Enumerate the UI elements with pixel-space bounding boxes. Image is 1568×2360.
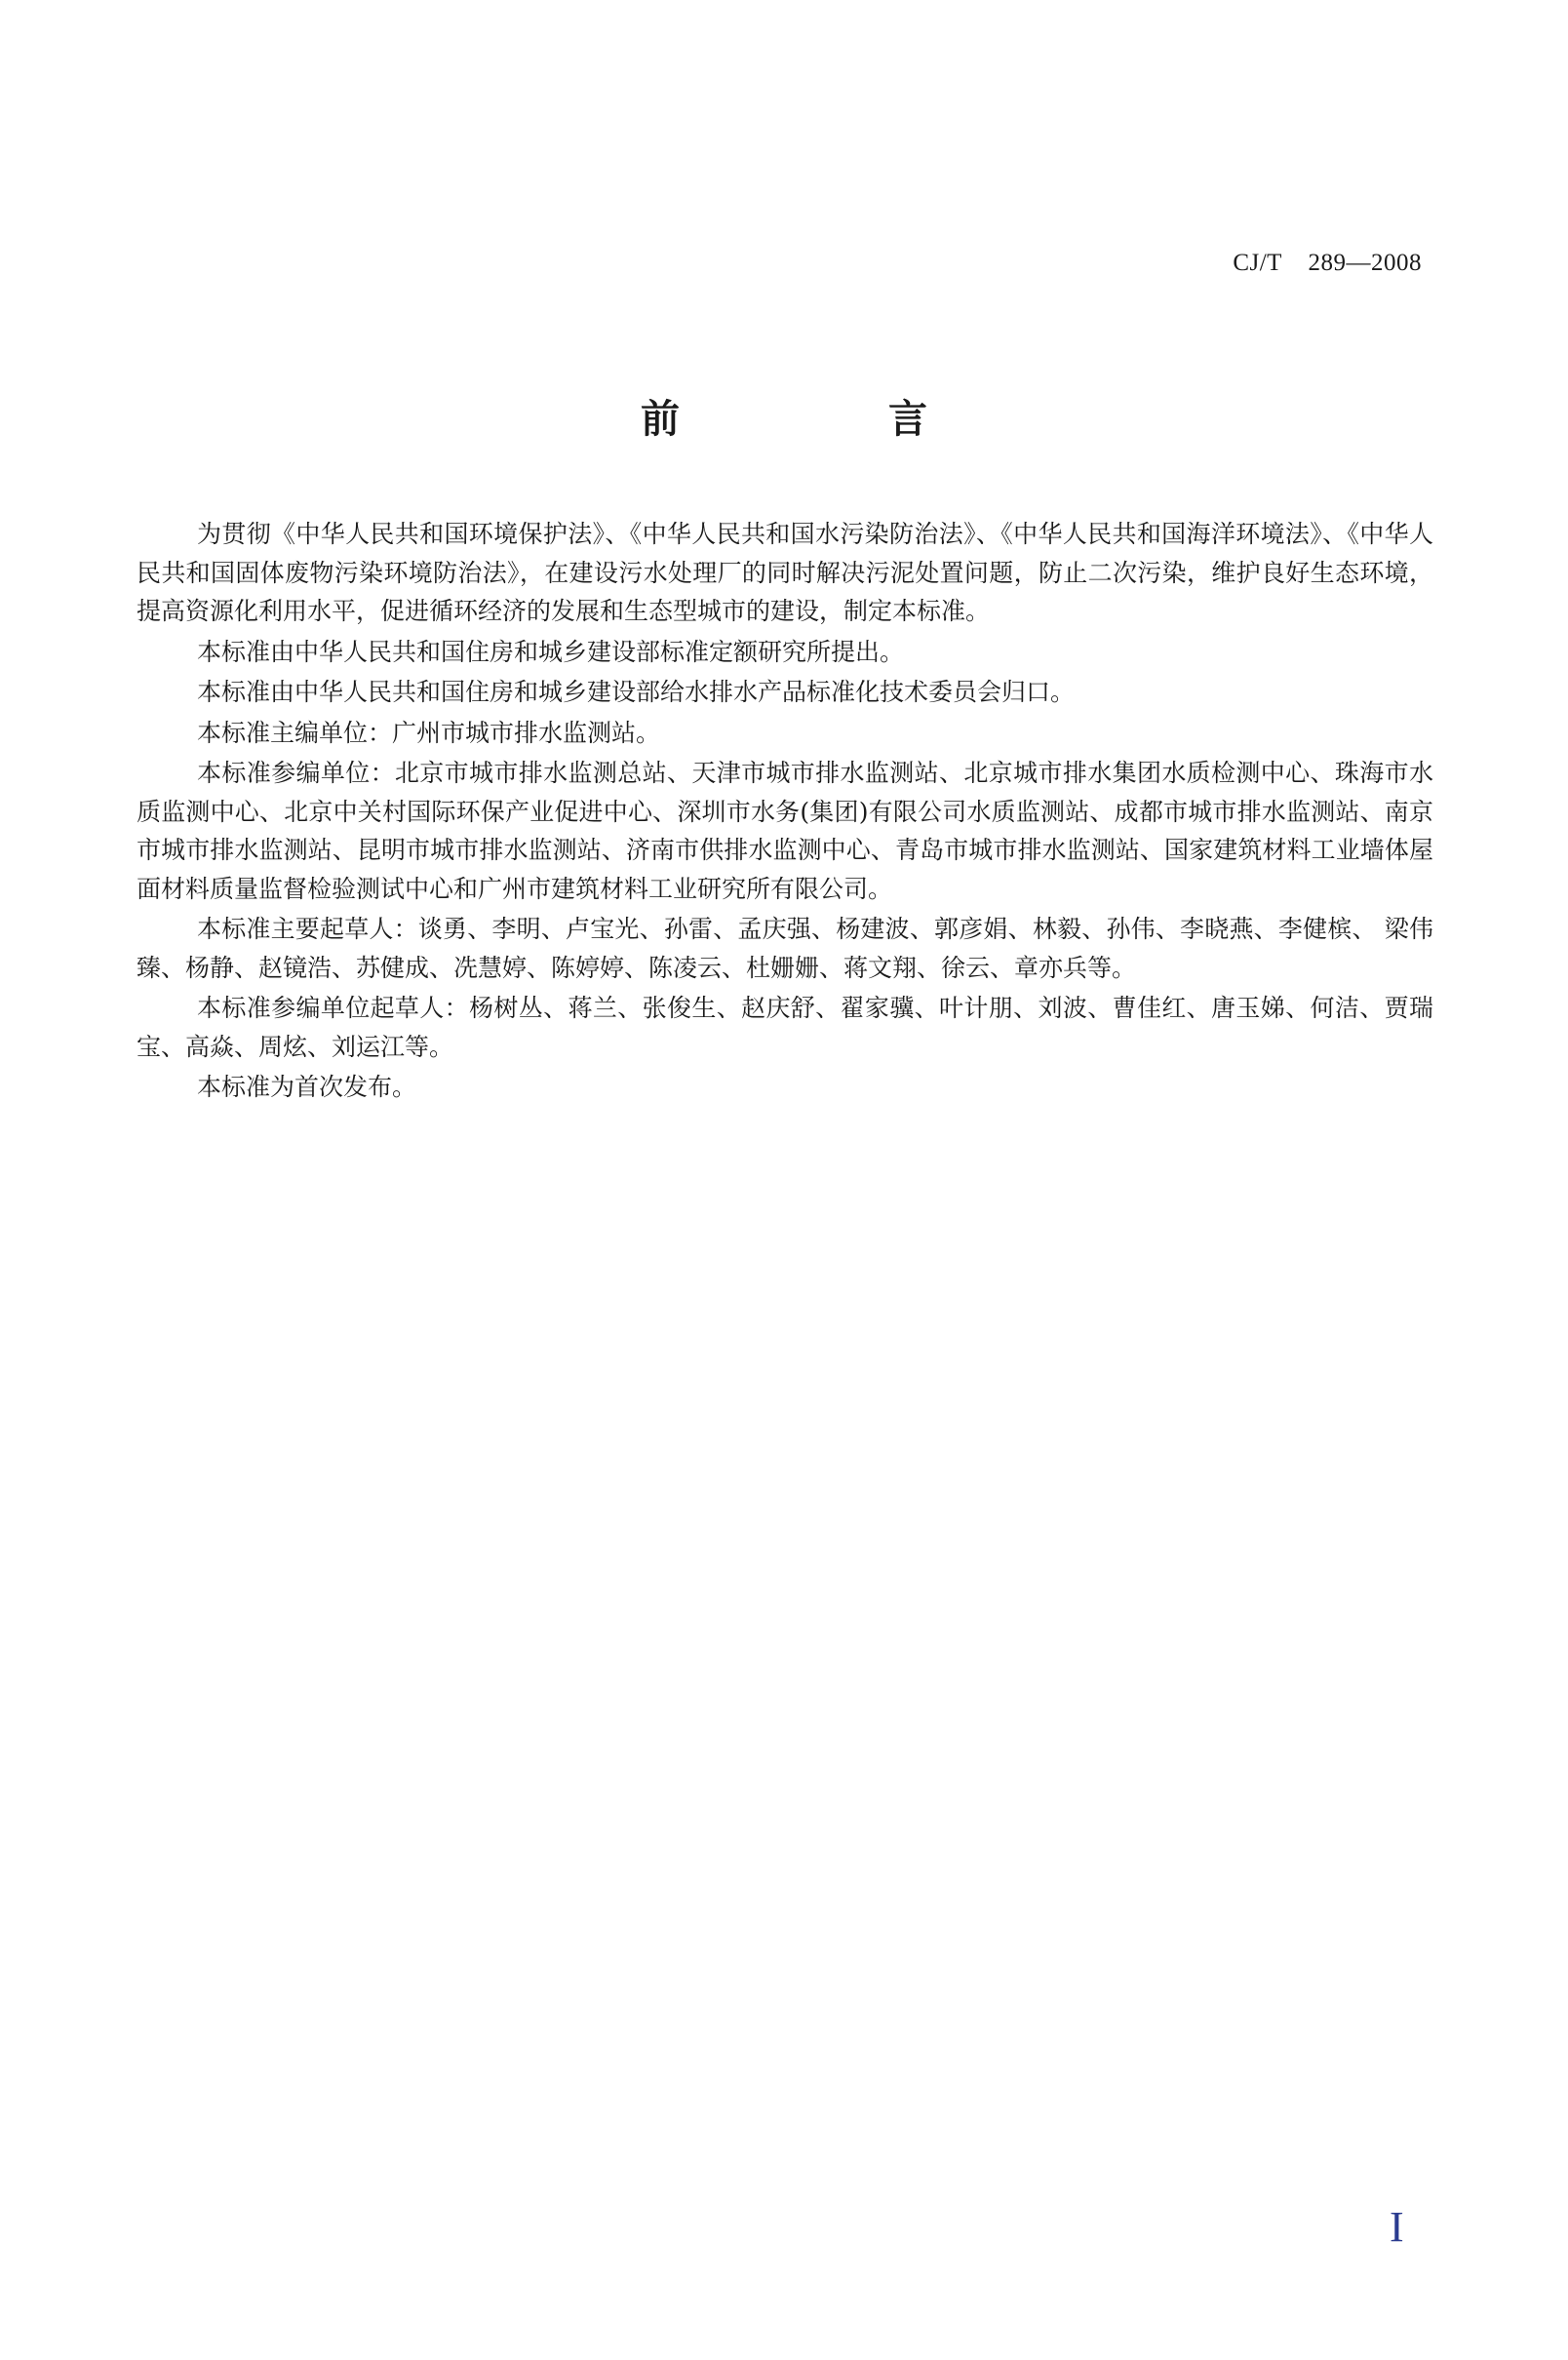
foreword-body	[137, 515, 1433, 1109]
paragraph-chief-unit: 本标准主编单位：广州市城市排水监测站。	[197, 718, 661, 747]
paragraph-purpose: 为贯彻《中华人民共和国环境保护法》、《中华人民共和国水污染防治法》、《中华人民共和国海洋环境法》、《中华人民共和国固体废物污染环境防治法》，在建设污水处理厂的同时解决污泥处置问题，防止二次污染，维护良好生态环境，提高资源化利用水平，促进循环经济的发展和生态型城市的建设，制定本标准。	[137, 520, 1433, 625]
paragraph-unit-drafters: 本标准参编单位起草人：杨树丛、蒋兰、张俊生、赵庆舒、翟家骥、叶计朋、刘波、曹佳红、唐玉娣、何洁、贾瑞宝、高焱、周炫、刘运江等。	[137, 994, 1433, 1061]
paragraph-proposer: 本标准由中华人民共和国住房和城乡建设部标准定额研究所提出。	[197, 637, 905, 666]
paragraph-main-drafters: 本标准主要起草人：谈勇、李明、卢宝光、孙雷、孟庆强、杨建波、郭彦娟、林毅、孙伟、李晓燕、李健槟、 梁伟臻、杨静、赵镜浩、苏健成、冼慧婷、陈婷婷、陈凌云、杜姗姗、蒋文翔、徐云、章亦兵等。	[137, 915, 1433, 982]
page-number: I	[1390, 2203, 1404, 2251]
page-title: 前 言	[641, 397, 1025, 442]
paragraph-administrator: 本标准由中华人民共和国住房和城乡建设部给水排水产品标准化技术委员会归口。	[197, 678, 1076, 706]
paragraph-first-release: 本标准为首次发布。	[197, 1073, 417, 1101]
standard-code: CJ/T 289—2008	[1233, 250, 1422, 276]
paragraph-participating-units: 本标准参编单位：北京市城市排水监测总站、天津市城市排水监测站、北京城市排水集团水质检测中心、珠海市水质监测中心、北京中关村国际环保产业促进中心、深圳市水务(集团)有限公司水质监测站、成都市城市排水监测站、南京市城市排水监测站、昆明市城市排水监测站、济南市供排水监测中心、青岛市城市排水监测站、国家建筑材料工业墙体屋面材料质量监督检验测试中心和广州市建筑材料工业研究所有限公司。	[137, 759, 1433, 903]
